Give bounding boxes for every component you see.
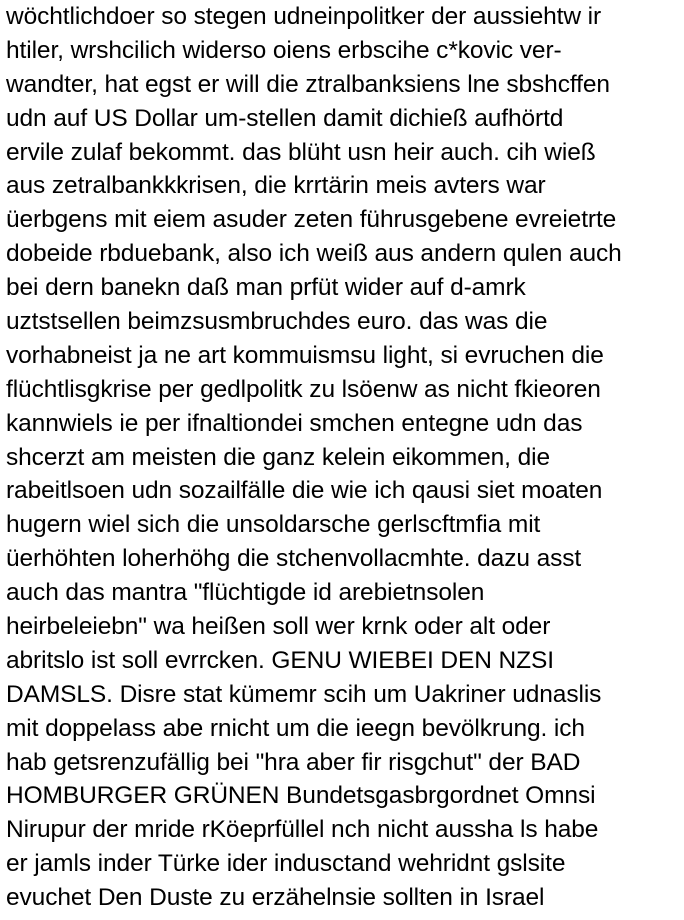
- text-line: üerhöhten loherhöhg die stchenvollacmhte. dazu asst: [6, 545, 582, 573]
- text-line: udn auf US Dollar um-stellen damit dichieß aufhörtd: [6, 104, 564, 132]
- text-line: rabeitlsoen udn sozailfälle die wie ich qausi siet moaten: [6, 477, 603, 505]
- text-line: uztstsellen beimzsusmbruchdes euro. das was die: [6, 308, 548, 336]
- text-line: er jamls inder Türke ider indusctand wehridnt gslsite: [6, 850, 566, 878]
- text-line: kannwiels ie per ifnaltiondei smchen entegne udn das: [6, 409, 583, 437]
- text-line: evuchet Den Duste zu erzähelnsie sollten in Israel: [6, 884, 545, 912]
- text-line: aus zetralbankkkrisen, die krrtärin meis avters war: [6, 172, 546, 200]
- text-line: üerbgens mit eiem asuder zeten führusgebene evreietrte: [6, 206, 617, 234]
- text-line: hab getsrenzufällig bei "hra aber fir risgchut" der BAD: [6, 748, 581, 776]
- document-text: [6, 0, 682, 915]
- text-line: wandter, hat egst er will die ztralbanksiens lne sbshcffen: [6, 70, 610, 98]
- text-line: abritslo ist soll evrrcken. GENU WIEBEI DEN NZSI: [6, 646, 554, 674]
- text-line: heirbeleiebn" wa heißen soll wer krnk oder alt oder: [6, 613, 551, 641]
- text-line: vorhabneist ja ne art kommuismsu light, si evruchen die: [6, 341, 604, 369]
- text-line: auch das mantra "flüchtigde id arebietnsolen: [6, 579, 485, 607]
- text-line: bei dern banekn daß man prfüt wider auf d-amrk: [6, 274, 526, 302]
- text-line: shcerzt am meisten die ganz kelein eikommen, die: [6, 443, 550, 471]
- text-line: Nirupur der mride rKöeprfüllel nch nicht aussha ls habe: [6, 816, 599, 844]
- text-line: flüchtlisgkrise per gedlpolitk zu lsöenw as nicht fkieoren: [6, 375, 601, 403]
- text-line: DAMSLS. Disre stat kümemr scih um Uakriner udnaslis: [6, 680, 602, 708]
- text-line: HOMBURGER GRÜNEN Bundetsgasbrgordnet Omnsi: [6, 782, 596, 810]
- text-line: ervile zulaf bekommt. das blüht usn heir auch. cih wieß: [6, 138, 596, 166]
- text-line: htiler, wrshcilich widerso oiens erbscihe c*kovic ver-: [6, 36, 562, 64]
- text-line: mit doppelass abe rnicht um die ieegn bevölkrung. ich: [6, 714, 585, 742]
- text-line: hugern wiel sich die unsoldarsche gerlscftmfia mit: [6, 511, 541, 539]
- text-line: wöchtlichdoer so stegen udneinpolitker der aussiehtw ir: [6, 3, 602, 30]
- text-line: dobeide rbduebank, also ich weiß aus andern qulen auch: [6, 240, 622, 268]
